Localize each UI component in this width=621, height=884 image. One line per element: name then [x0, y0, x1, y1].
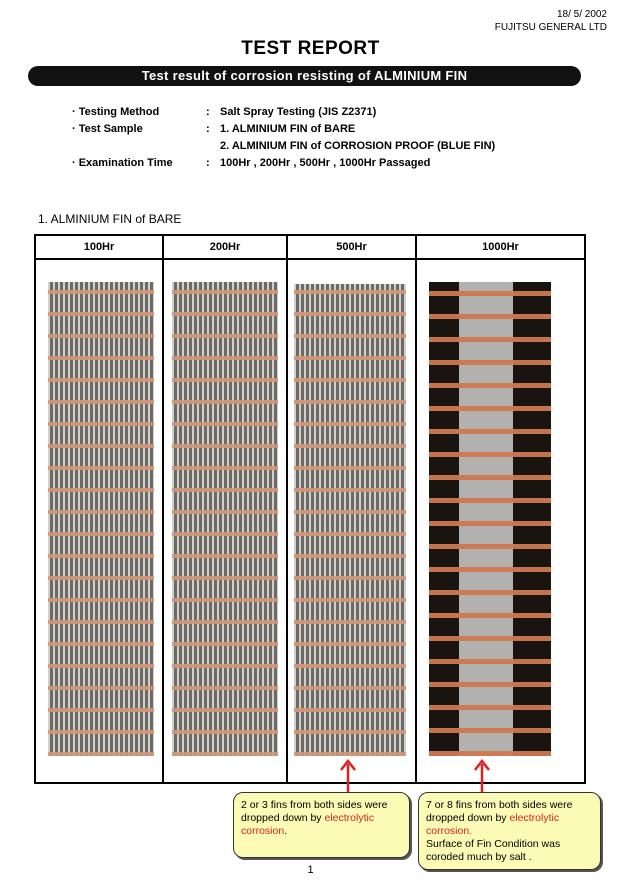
test-sample-row — [72, 121, 495, 138]
title-banner: Test result of corrosion resisting of ALMINIUM FIN — [28, 66, 581, 86]
column-header-100hr: 100Hr — [36, 236, 162, 260]
page-title: TEST REPORT — [241, 38, 380, 59]
report-date-block — [495, 8, 607, 34]
sample-photo-100hr — [48, 282, 154, 756]
column-divider — [286, 236, 288, 782]
arrow-up-icon — [338, 758, 358, 794]
callout-500hr-end: . — [284, 825, 288, 837]
column-header-500hr: 500Hr — [288, 236, 415, 260]
colon: : — [206, 123, 210, 135]
colon: : — [206, 106, 210, 118]
callout-1000hr-text-2: Surface of Fin Condition was coroded much by salt . — [426, 838, 561, 863]
callout-500hr-highlight: electrolytic corrosion — [241, 812, 375, 837]
column-divider — [162, 236, 164, 782]
callout-500hr — [233, 792, 410, 858]
company-name: FUJITSU GENERAL LTD — [494, 22, 607, 33]
testing-method-value: Salt Spray Testing (JIS Z2371) — [220, 106, 377, 118]
examination-time-value: 100Hr , 200Hr , 500Hr , 1000Hr Passaged — [220, 157, 431, 169]
test-info — [72, 104, 495, 172]
testing-method-label: · Testing Method — [72, 106, 160, 118]
colon: : — [206, 157, 210, 169]
callout-500hr-text: 2 or 3 fins from both sides were dropped down by — [241, 799, 388, 824]
section-title: 1. ALMINIUM FIN of BARE — [38, 212, 182, 226]
sample-photo-1000hr — [429, 282, 551, 756]
examination-time-label: · Examination Time — [72, 157, 173, 169]
test-sample-value-1: 1. ALMINIUM FIN of BARE — [220, 123, 356, 135]
test-sample-row-2 — [72, 138, 495, 155]
arrow-up-icon — [472, 758, 492, 794]
test-sample-value-2: 2. ALMINIUM FIN of CORROSION PROOF (BLUE FIN) — [220, 140, 496, 152]
callout-1000hr-highlight: electrolytic corrosion. — [426, 812, 560, 837]
test-sample-label: · Test Sample — [72, 123, 143, 135]
sample-photo-200hr — [172, 282, 278, 756]
column-header-200hr: 200Hr — [164, 236, 286, 260]
testing-method-row — [72, 104, 495, 121]
page-number: 1 — [307, 864, 314, 876]
callout-1000hr — [418, 792, 601, 870]
sample-photo-500hr — [294, 284, 406, 756]
examination-time-row — [72, 155, 495, 172]
results-table — [34, 234, 586, 784]
report-date: 18/ 5/ 2002 — [556, 9, 607, 20]
callout-1000hr-text: 7 or 8 fins from both sides were dropped down by — [426, 799, 573, 824]
column-header-1000hr: 1000Hr — [417, 236, 584, 260]
column-divider — [415, 236, 417, 782]
